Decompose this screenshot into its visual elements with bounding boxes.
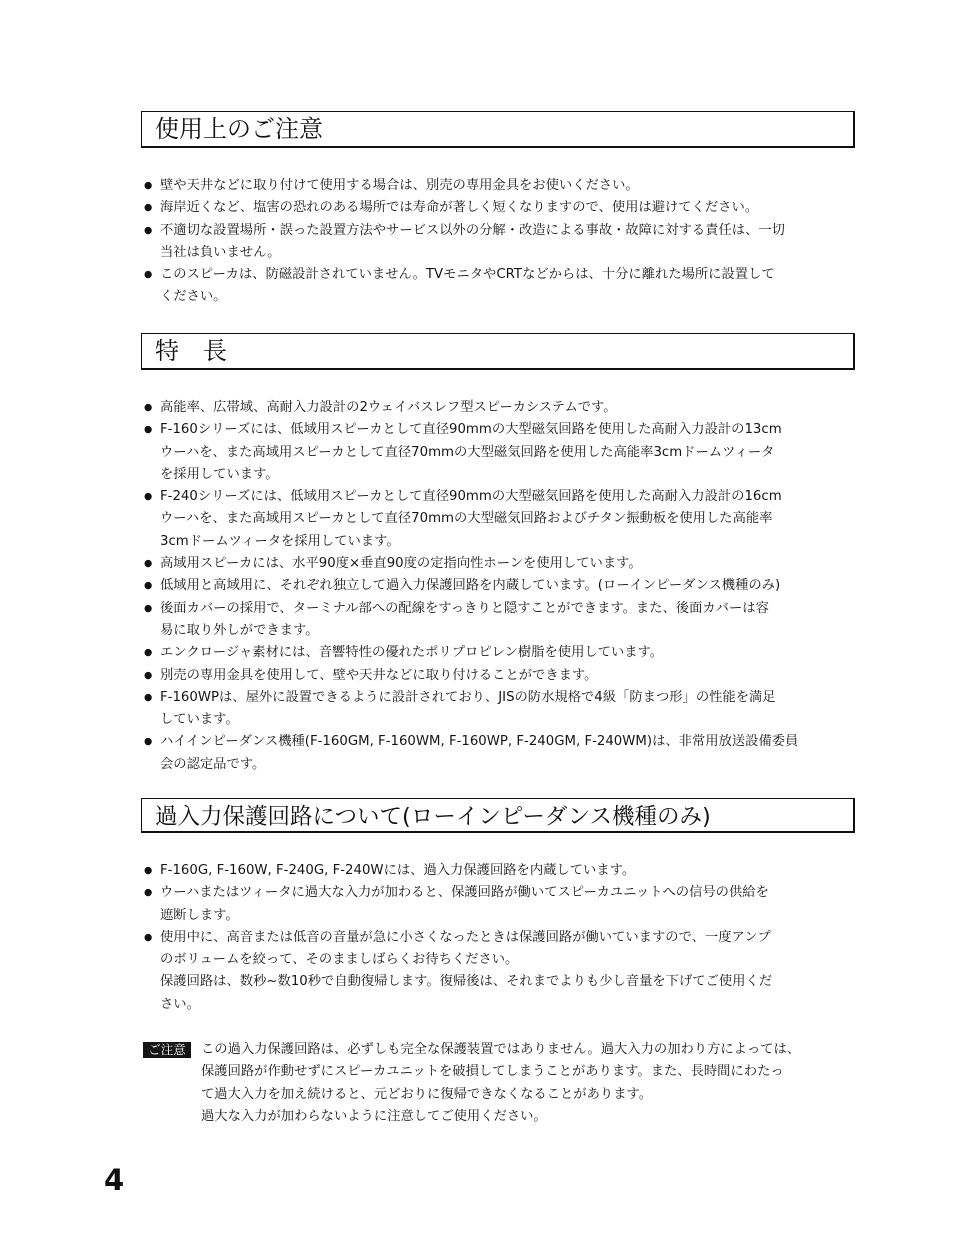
list-item	[144, 687, 860, 732]
list-item	[144, 197, 860, 219]
list-item-line: ウーハを、また高域用スピーカとして直径70mmの大型磁気回路を使用した高能率3cmドームツィータ	[160, 444, 775, 460]
list-item-line: F-160G, F-160W, F-240G, F-240Wには、過入力保護回路を内蔵しています。	[160, 863, 636, 878]
list-item-line: 海岸近くなど、塩害の恐れのある場所では寿命が著しく短くなりますので、使用は避けてください。	[160, 200, 759, 216]
list-item	[144, 419, 860, 486]
list-item-line: のボリュームを絞って、そのまましばらくお待ちください。	[160, 952, 519, 968]
usage-caution-list	[144, 175, 860, 309]
caution-line: 保護回路が作動せずにスピーカユニットを破損してしまうことがあります。また、長時間にわたっ	[201, 1064, 784, 1080]
list-item-text	[160, 486, 860, 553]
bullet-icon: ●	[144, 602, 153, 614]
list-item	[144, 642, 860, 664]
section-header-features	[141, 333, 855, 370]
list-item-text	[160, 553, 860, 575]
bullet-icon: ●	[144, 865, 153, 876]
list-item-line: F-160WPは、屋外に設置できるように設計されており、JISの防水規格で4級「防まつ形」の性能を満足	[160, 689, 776, 705]
list-item	[144, 731, 860, 776]
list-item-line: 低域用と高域用に、それぞれ独立して過入力保護回路を内蔵しています。(ローインピーダンス機種のみ)	[160, 578, 781, 594]
list-item	[144, 882, 860, 927]
list-item-line: F-160シリーズには、低域用スピーカとして直径90mmの大型磁気回路を使用した高耐入力設計の13cm	[160, 422, 782, 438]
list-item-text	[160, 731, 860, 776]
bullet-icon: ●	[144, 669, 153, 681]
section-title-features: 特 長	[155, 337, 227, 365]
list-item-text	[160, 197, 860, 219]
bullet-icon: ●	[144, 202, 153, 214]
caution-line: て過大入力を加え続けると、元どおりに復帰できなくなることがあります。	[201, 1086, 653, 1102]
list-item-line: 会の認定品です。	[160, 756, 266, 772]
list-item-line: ウーハまたはツィータに過大な入力が加わると、保護回路が働いてスピーカユニットへの信号の供給を	[160, 885, 769, 901]
bullet-icon: ●	[144, 180, 153, 191]
list-item-text	[160, 860, 860, 882]
list-item-text	[160, 665, 860, 687]
list-item	[144, 927, 860, 1016]
bullet-icon: ●	[144, 269, 153, 281]
list-item-line: ください。	[160, 289, 227, 305]
bullet-icon: ●	[144, 424, 153, 436]
list-item-line: 易に取り外しができます。	[160, 622, 319, 638]
list-item-line: 後面カバーの採用で、ターミナル部への配線をすっきりと隠すことができます。また、後面カバーは容	[160, 600, 769, 616]
list-item-text	[160, 642, 860, 664]
bullet-icon: ●	[144, 647, 153, 659]
section-title-overload-protection: 過入力保護回路について(ローインピーダンス機種のみ)	[155, 804, 711, 830]
bullet-icon: ●	[144, 402, 153, 413]
bullet-icon: ●	[144, 887, 153, 899]
list-item-line: 不適切な設置場所・誤った設置方法やサービス以外の分解・改造による事故・故障に対する責任は、一切	[160, 222, 785, 238]
list-item-text	[160, 598, 860, 643]
list-item-line: 使用中に、高音または低音の音量が急に小さくなったときは保護回路が働いていますので、一度アンプ	[160, 929, 771, 945]
overload-protection-list	[144, 860, 860, 1016]
list-item-line: 別売の専用金具を使用して、壁や天井などに取り付けることができます。	[160, 667, 598, 683]
bullet-icon: ●	[144, 491, 153, 503]
list-item	[144, 264, 860, 309]
list-item-line: を採用しています。	[160, 466, 279, 482]
list-item-line: 高能率、広帯域、高耐入力設計の2ウェイバスレフ型スピーカシステムです。	[160, 400, 617, 415]
list-item	[144, 575, 860, 597]
caution-line: この過入力保護回路は、必ずしも完全な保護装置ではありません。過大入力の加わり方によっては、	[201, 1042, 801, 1057]
section-header-usage-caution	[141, 111, 855, 148]
list-item-text	[160, 264, 860, 309]
list-item-line: エンクロージャ素材には、音響特性の優れたポリプロピレン樹脂を使用しています。	[160, 645, 664, 661]
bullet-icon: ●	[144, 691, 153, 703]
caution-line: 過大な入力が加わらないように注意してご使用ください。	[201, 1108, 547, 1124]
list-item-line: 保護回路は、数秒~数10秒で自動復帰します。復帰後は、それまでよりも少し音量を下げてご使用くだ	[160, 974, 773, 990]
bullet-icon: ●	[144, 224, 153, 236]
list-item	[144, 860, 860, 882]
list-item-text	[160, 927, 860, 1016]
page-number: 4	[104, 1163, 125, 1197]
list-item-text	[160, 220, 860, 265]
list-item-line: ハイインピーダンス機種(F-160GM, F-160WM, F-160WP, F-240GM, F-240WM)は、非常用放送設備委員	[160, 734, 799, 750]
section-title-usage-caution: 使用上のご注意	[155, 115, 323, 143]
list-item	[144, 486, 860, 553]
bullet-icon: ●	[144, 931, 153, 943]
list-item-line: このスピーカは、防磁設計されていません。TVモニタやCRTなどからは、十分に離れた場所に設置して	[160, 267, 775, 283]
caution-badge: ご注意	[143, 1042, 191, 1058]
list-item-line: 高域用スピーカには、水平90度×垂直90度の定指向性ホーンを使用しています。	[160, 556, 642, 572]
bullet-icon: ●	[144, 580, 153, 592]
list-item-text	[160, 687, 860, 732]
list-item-text	[160, 419, 860, 486]
section-header-overload-protection	[141, 798, 855, 833]
list-item-line: 壁や天井などに取り付けて使用する場合は、別売の専用金具をお使いください。	[160, 178, 639, 193]
list-item	[144, 175, 860, 197]
list-item	[144, 598, 860, 643]
list-item-line: さい。	[160, 996, 200, 1012]
list-item-text	[160, 175, 860, 197]
list-item-line: F-240シリーズには、低域用スピーカとして直径90mmの大型磁気回路を使用した高耐入力設計の16cm	[160, 489, 782, 505]
list-item-line: ウーハを、また高域用スピーカとして直径70mmの大型磁気回路およびチタン振動板を使用した高能率	[160, 511, 773, 527]
list-item	[144, 665, 860, 687]
list-item-line: 遮断します。	[160, 907, 239, 923]
list-item-line: しています。	[160, 712, 239, 728]
list-item	[144, 220, 860, 265]
bullet-icon: ●	[144, 558, 153, 570]
list-item-line: 3cmドームツィータを採用しています。	[160, 533, 400, 549]
list-item-text	[160, 397, 860, 419]
caution-text	[201, 1039, 861, 1128]
list-item	[144, 397, 860, 419]
list-item	[144, 553, 860, 575]
bullet-icon: ●	[144, 736, 153, 748]
list-item-line: 当社は負いません。	[160, 244, 281, 260]
list-item-text	[160, 575, 860, 597]
features-list	[144, 397, 860, 776]
list-item-text	[160, 882, 860, 927]
